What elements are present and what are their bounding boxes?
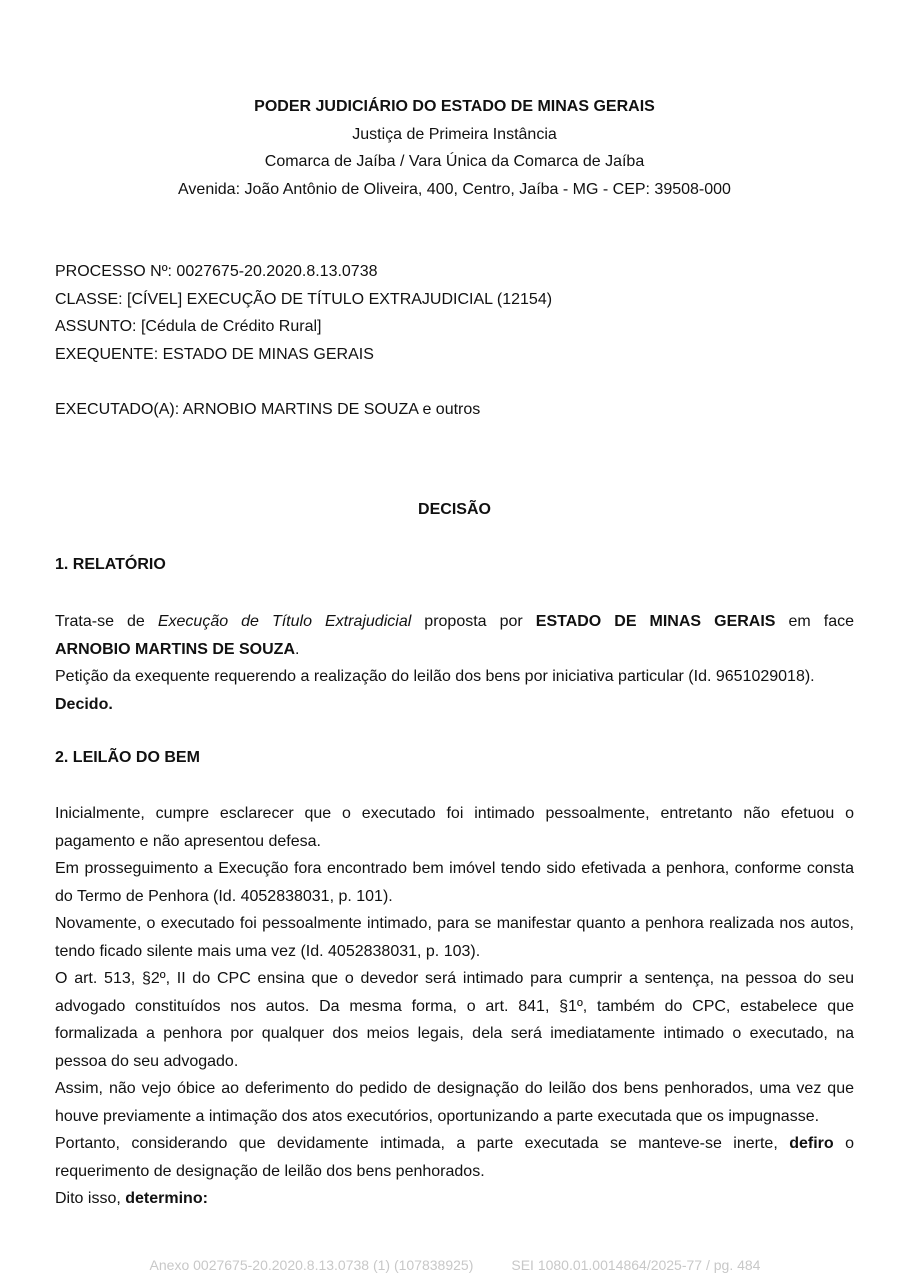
emphasis-italic: Execução de Título Extrajudicial <box>157 613 412 630</box>
section-2-paragraph-4: O art. 513, §2º, II do CPC ensina que o devedor será intimado para cumprir a sentença, na pessoa do seu advogado constituídos nos autos. Da mesma forma, o art. 841, §1º, também do CPC, estabelece que formalizada a penhora por qualquer dos meios legais, dela será imediatamente intimado o executado, na pessoa do seu advogado. <box>55 970 854 1070</box>
document-page <box>55 0 854 1287</box>
case-processo: PROCESSO Nº: 0027675-20.2020.8.13.0738 <box>55 263 378 280</box>
case-executado: EXECUTADO(A): ARNOBIO MARTINS DE SOUZA e outros <box>55 400 481 418</box>
court-name: PODER JUDICIÁRIO DO ESTADO DE MINAS GERAIS <box>254 98 655 115</box>
section-1-body <box>55 608 854 718</box>
section-1-paragraph-3: Decido. <box>55 695 113 713</box>
case-metadata <box>55 258 854 423</box>
court-instance: Justiça de Primeira Instância <box>352 125 557 143</box>
document-header <box>55 93 854 203</box>
emphasis-bold: defiro <box>789 1135 834 1152</box>
section-2-paragraph-5: Assim, não vejo óbice ao deferimento do pedido de designação do leilão dos bens penhorados, uma vez que houve previamente a intimação dos atos executórios, oportunizando a parte executada que os impugnasse. <box>55 1080 854 1125</box>
section-2-body <box>55 800 854 1213</box>
court-address: Avenida: João Antônio de Oliveira, 400, Centro, Jaíba - MG - CEP: 39508-000 <box>178 180 731 198</box>
section-1-paragraph-1-line-1: Trata-se de Execução de Título Extrajudicial proposta por ESTADO DE MINAS GERAIS em face <box>55 613 854 630</box>
emphasis-bold: ARNOBIO MARTINS DE SOUZA <box>55 640 295 658</box>
section-1-paragraph-2: Petição da exequente requerendo a realização do leilão dos bens por iniciativa particular (Id. 9651029018). <box>55 668 815 685</box>
page-footer <box>0 1255 910 1275</box>
court-district: Comarca de Jaíba / Vara Única da Comarca de Jaíba <box>264 153 645 170</box>
footer-annex-reference: Anexo 0027675-20.2020.8.13.0738 (1) (107838925) <box>149 1257 474 1273</box>
footer-sei-reference: SEI 1080.01.0014864/2025-77 / pg. 484 <box>511 1257 761 1273</box>
section-2-paragraph-2: Em prosseguimento a Execução fora encontrado bem imóvel tendo sido efetivada a penhora, conforme consta do Termo de Penhora (Id. 4052838031, p. 101). <box>55 860 854 905</box>
decision-title: DECISÃO <box>418 501 491 518</box>
section-2-paragraph-1: Inicialmente, cumpre esclarecer que o executado foi intimado pessoalmente, entretanto não efetuou o pagamento e não apresentou defesa. <box>55 805 854 850</box>
emphasis-bold: determino: <box>125 1190 208 1207</box>
section-2-paragraph-7: Dito isso, determino: <box>55 1190 208 1207</box>
case-exequente: EXEQUENTE: ESTADO DE MINAS GERAIS <box>55 345 374 363</box>
section-2-paragraph-6: Portanto, considerando que devidamente intimada, a parte executada se manteve-se inerte, defiro o requerimento de designação de leilão dos bens penhorados. <box>55 1135 855 1180</box>
emphasis-bold: ESTADO DE MINAS GERAIS <box>535 613 776 630</box>
section-1-title: 1. RELATÓRIO <box>55 556 166 573</box>
section-2-title: 2. LEILÃO DO BEM <box>55 749 200 766</box>
case-assunto: ASSUNTO: [Cédula de Crédito Rural] <box>55 318 322 335</box>
section-1-paragraph-1-line-2: ARNOBIO MARTINS DE SOUZA. <box>55 640 300 658</box>
section-2-paragraph-3: Novamente, o executado foi pessoalmente intimado, para se manifestar quanto a penhora realizada nos autos, tendo ficado silente mais uma vez (Id. 4052838031, p. 103). <box>55 915 854 960</box>
case-classe: CLASSE: [CÍVEL] EXECUÇÃO DE TÍTULO EXTRAJUDICIAL (12154) <box>55 290 553 308</box>
